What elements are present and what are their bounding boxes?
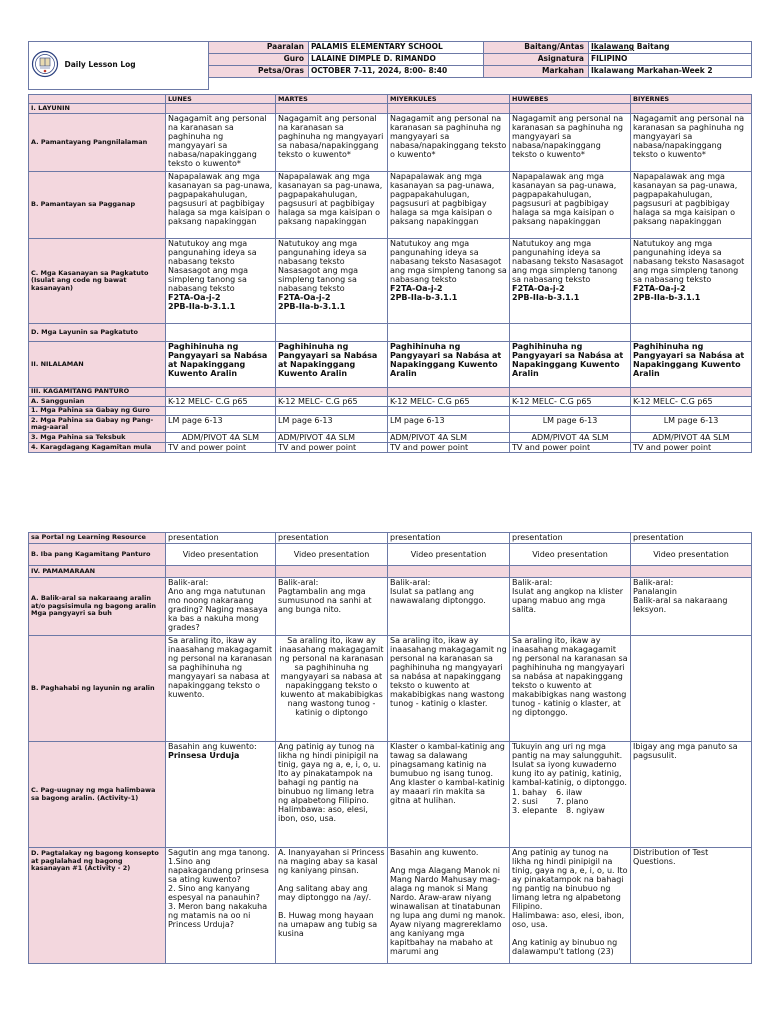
cell: LM page 6-13	[631, 416, 752, 433]
cell: presentation	[166, 533, 276, 544]
cell	[631, 636, 752, 742]
cell: Balik-aral: Isulat ang angkop na klister upang mabuo ang mga salita.	[510, 578, 631, 636]
cell: presentation	[631, 533, 752, 544]
header-table	[28, 41, 752, 90]
cell: ADM/PIVOT 4A SLM	[166, 433, 276, 443]
label-kasanayan: C. Mga Kasanayan sa Pagkatuto (Isulat ang code ng bawat kasanayan)	[29, 239, 166, 324]
nilalaman-cell: Paghihinuha ng Pangyayari sa Nabása at Napakinggang Kuwento Aralin	[631, 342, 752, 388]
cell: Sa araling ito, ikaw ay inaasahang makagagamit ng personal na karanasan sa paghihinuha ng mangyayari sa nabása at napakinggang teksto o kuwento at makabibigkas nang wastong tunog - katinig o klaster.	[388, 636, 510, 742]
cell: Napapalawak ang mga kasanayan sa pag-unawa, pagpapakahulugan, pagsusuri at pagbibigay halaga sa mga kaisipan o paksang napakinggan	[166, 172, 276, 239]
label-pagtalakay: D. Pagtalakay ng bagong konsepto at paglalahad ng bagong kasanayan #1 (Activity - 2)	[29, 848, 166, 964]
word: 6. ilaw	[556, 788, 583, 797]
cell: presentation	[510, 533, 631, 544]
label-balik-aral: A. Balik-aral sa nakaraang aralin at/o pagsisimula ng bagong aralin Mga pangyayri sa buh	[29, 578, 166, 636]
word-list	[512, 788, 628, 815]
kasanayan-text: Natutukoy ang mga pangunahing ideya sa nabasang teksto Nasasagot ang mga simpleng tanong sa nabasang teksto	[168, 239, 257, 293]
kasanayan-cell	[166, 239, 276, 324]
kasanayan-cell	[510, 239, 631, 324]
cell: Sa araling ito, ikaw ay inaasahang makagagamit ng personal na karanasan sa paghihinuha ng mangyayari sa nabása at napakinggang teksto o kuwento at makabibigkas nang wastong tunog - katinig o klaster, at ng diptonggo.	[510, 636, 631, 742]
cell: TV and power point	[388, 443, 510, 453]
story-title: Prinsesa Urduja	[168, 751, 240, 760]
date-value: OCTOBER 7-11, 2024, 8:00- 8:40	[309, 66, 484, 78]
cell: Nagagamit ang personal na karanasan sa paghinuha ng mangyayari sa nabasa/napakinggang teksto o kuwento*	[631, 114, 752, 172]
grade-value	[589, 42, 752, 54]
quarter-label: Markahan	[484, 66, 589, 78]
label-pag-uugnay: C. Pag-uugnay ng mga halimbawa sa bagong aralin. (Activity-1)	[29, 742, 166, 848]
label-pamantayang-nilalaman: A. Pamantayang Pangnilalaman	[29, 114, 166, 172]
cell: Napapalawak ang mga kasanayan sa pag-unawa, pagpapakahulugan, pagsusuri at pagbibigay halaga sa mga kaisipan o paksang napakinggan	[631, 172, 752, 239]
grade-rest: Baitang	[634, 42, 670, 51]
cell: Balik-aral: Pagtambalin ang mga sumusunod na sanhi at ang bunga nito.	[276, 578, 388, 636]
nilalaman-cell: Paghihinuha ng Pangyayari sa Nabása at Napakinggang Kuwento Aralin	[510, 342, 631, 388]
day-header-thu: HUWEBES	[510, 95, 631, 104]
code-1: F2TA-Oa-j-2	[278, 293, 331, 302]
word: 1. bahay	[512, 788, 547, 797]
label-gabay-guro: 1. Mga Pahina sa Gabay ng Guro	[29, 407, 166, 416]
day-header-fri: BIYERNES	[631, 95, 752, 104]
cell: TV and power point	[166, 443, 276, 453]
label-sanggunian: A. Sanggunian	[29, 397, 166, 407]
document-title: Daily Lesson Log	[61, 42, 209, 90]
word: 2. susi	[512, 797, 538, 806]
label-paghahabi: B. Paghahabi ng layunin ng aralin	[29, 636, 166, 742]
kasanayan-cell	[276, 239, 388, 324]
section-layunin: I. LAYUNIN	[29, 104, 166, 114]
grade-word: Ikalawang	[591, 42, 635, 51]
day-header-wed: MIYERKULES	[388, 95, 510, 104]
cell: Balik-aral: Panalangin Balik-aral sa nakaraang leksyon.	[631, 578, 752, 636]
deped-seal-icon	[31, 50, 59, 78]
list-item	[512, 806, 628, 815]
code-2: 2PB-IIa-b-3.1.1	[633, 293, 701, 302]
code-1: F2TA-Oa-j-2	[168, 293, 221, 302]
school-value: PALAMIS ELEMENTARY SCHOOL	[309, 42, 484, 54]
kasanayan-text: Natutukoy ang mga pangunahing ideya sa nabasang teksto Nasasagot ang mga simpleng tanong sa nabasang teksto	[633, 239, 745, 284]
cell: Video presentation	[166, 544, 276, 566]
cell: Distribution of Test Questions.	[631, 848, 752, 964]
cell: LM page 6-13	[510, 416, 631, 433]
teacher-label: Guro	[209, 54, 309, 66]
label-iba-pang: B. Iba pang Kagamitang Panturo	[29, 544, 166, 566]
quarter-value: Ikalawang Markahan-Week 2	[589, 66, 752, 78]
code-2: 2PB-IIa-b-3.1.1	[168, 302, 236, 311]
kasanayan-text: Natutukoy ang mga pangunahing ideya sa nabasang teksto Nasasagot ang mga simpleng tanong sa nabasang teksto	[512, 239, 624, 284]
cell: K-12 MELC- C.G p65	[276, 397, 388, 407]
cell: Ang patinig ay tunog na likha ng hindi pinipigil na tinig, gaya ng a, e, i, o, u. Ito ay pinakatampok na bahagi ng pantig na binubuo ng limang letra ng alpabetong Filipino. Halimbawa: aso, elesi, ibon, oso, usa. Ang katinig ay binubuo ng dalawampu't tatlong (23)	[510, 848, 631, 964]
code-1: F2TA-Oa-j-2	[390, 284, 443, 293]
list-item	[512, 797, 628, 806]
cell: Ang patinig ay tunog na likha ng hindi pinipigil na tinig, gaya ng a, e, i, o, u. Ito ay pinakatampok na bahagi ng pantig na binubuo ng limang letra ng alpabetong Filipino. Halimbawa: aso, elesi, ibon, oso, usa.	[276, 742, 388, 848]
kasanayan-text: Natutukoy ang mga pangunahing ideya sa nabasang teksto Nasasagot ang mga simpleng tanong sa nabasang teksto	[278, 239, 367, 293]
code-1: F2TA-Oa-j-2	[512, 284, 565, 293]
cell: Nagagamit ang personal na karanasan sa paghinuha ng mangyayari sa nabasa/napakinggang teksto o kuwento*	[510, 114, 631, 172]
cell: TV and power point	[276, 443, 388, 453]
cell: ADM/PIVOT 4A SLM	[631, 433, 752, 443]
cell: K-12 MELC- C.G p65	[166, 397, 276, 407]
kasanayan-cell	[631, 239, 752, 324]
cell: presentation	[388, 533, 510, 544]
code-2: 2PB-IIa-b-3.1.1	[512, 293, 580, 302]
section-nilalaman: II. NILALAMAN	[29, 342, 166, 388]
cell: Video presentation	[631, 544, 752, 566]
cell: Klaster o kambal-katinig ang tawag sa dalawang pinagsamang katinig na bumubuo ng isang tunog. Ang klaster o kambal-katinig ay maaari rin makita sa gitna at hulihan.	[388, 742, 510, 848]
cell: Napapalawak ang mga kasanayan sa pag-unawa, pagpapakahulugan, pagsusuri at pagbibigay halaga sa mga kaisipan o paksang napakinggan	[276, 172, 388, 239]
teacher-value: LALAINE DIMPLE D. RIMANDO	[309, 54, 484, 66]
section-pamamaraan: IV. PAMAMARAAN	[29, 566, 166, 578]
section-kagamitan: III. KAGAMITANG PANTURO	[29, 388, 166, 397]
cell: Napapalawak ang mga kasanayan sa pag-unawa, pagpapakahulugan, pagsusuri at pagbibigay halaga sa mga kaisipan o paksang napakinggan	[388, 172, 510, 239]
code-1: F2TA-Oa-j-2	[633, 284, 686, 293]
cell: Ibigay ang mga panuto sa pagsusulit.	[631, 742, 752, 848]
cell: K-12 MELC- C.G p65	[631, 397, 752, 407]
list-item	[512, 788, 628, 797]
kasanayan-cell	[388, 239, 510, 324]
cell: Nagagamit ang personal na karanasan sa paghinuha ng mangyayari sa nabasa/napakinggang teksto o kuwento*	[276, 114, 388, 172]
cell: Basahin ang kuwento. Ang mga Alagang Manok ni Mang Nardo Mahusay mag-alaga ng manok si Mang Nardo. Araw-araw niyang winawalisan at tinatabunan ng lupa ang dumi ng manok. Ayaw niyang magrereklamo ang kaniyang mga kapitbahay na mabaho at marumi ang	[388, 848, 510, 964]
label-portal: sa Portal ng Learning Resource	[29, 533, 166, 544]
cell: Sa araling ito, ikaw ay inaasahang makagagamit ng personal na karanasan sa paghihinuha ng mangyayari sa nabasa at napakinggang teksto o kuwento at makabibigkas nang wastong tunog - katinig o diptongo	[276, 636, 388, 742]
cell: Balik-aral: Isulat sa patlang ang nawawalang diptonggo.	[388, 578, 510, 636]
activity-instruction: Tukuyin ang uri ng mga pantig na may salungguhit. Isulat sa iyong kuwaderno kung ito ay patinig, katinig, kambal-katinig, o diptonggo.	[512, 742, 627, 787]
cell: A. Inanyayahan si Princess na maging abay sa kasal ng kaniyang pinsan. Ang salitang abay ang may diptonggo na /ay/. B. Huwag mong hayaan na umapaw ang tubig sa kusina	[276, 848, 388, 964]
cell: TV and power point	[631, 443, 752, 453]
nilalaman-cell: Paghihinuha ng Pangyayari sa Nabása at Napakinggang Kuwento Aralin	[276, 342, 388, 388]
cell	[510, 742, 631, 848]
label-gabay-mag-aaral: 2. Mga Pahina sa Gabay ng Pang-mag-aaral	[29, 416, 166, 433]
cell: Video presentation	[510, 544, 631, 566]
word: 7. plano	[556, 797, 589, 806]
cell: presentation	[276, 533, 388, 544]
kasanayan-text: Natutukoy ang mga pangunahing ideya sa nabasang teksto Nasasagot ang mga simpleng tanong sa nabasang teksto	[390, 239, 507, 284]
cell: ADM/PIVOT 4A SLM	[510, 433, 631, 443]
subject-label: Asignatura	[484, 54, 589, 66]
code-2: 2PB-IIa-b-3.1.1	[390, 293, 458, 302]
label-karagdagang: 4. Karagdagang Kagamitan mula	[29, 443, 166, 453]
story-instruction: Basahin ang kuwento:	[168, 742, 257, 751]
cell: K-12 MELC- C.G p65	[510, 397, 631, 407]
label-layunin-pagkatuto: D. Mga Layunin sa Pagkatuto	[29, 324, 166, 342]
cell: Balik-aral: Ano ang mga natutunan mo noong nakaraang grading? Naging masaya ka bas a nakuha mong grades?	[166, 578, 276, 636]
cell: LM page 6-13	[166, 416, 276, 433]
nilalaman-cell: Paghihinuha ng Pangyayari sa Nabása at Napakinggang Kuwento Aralin	[388, 342, 510, 388]
day-header-tue: MARTES	[276, 95, 388, 104]
code-2: 2PB-IIa-b-3.1.1	[278, 302, 346, 311]
grade-label: Baitang/Antas	[484, 42, 589, 54]
date-label: Petsa/Oras	[209, 66, 309, 78]
cell: ADM/PIVOT 4A SLM	[388, 433, 510, 443]
cell: Sagutin ang mga tanong. 1.Sino ang napakagandang prinsesa sa ating kuwento? 2. Sino ang kanyang espesyal na panauhin? 3. Meron bang nakakuha ng matamis na oo ni Princess Urduja?	[166, 848, 276, 964]
word: 8. ngiyaw	[566, 806, 605, 815]
deped-logo	[29, 42, 61, 90]
cell: ADM/PIVOT 4A SLM	[276, 433, 388, 443]
cell: Nagagamit ang personal na karanasan sa paghinuha ng mangyayari sa nabasa/napakinggang teksto o kuwento*	[166, 114, 276, 172]
subject-value: FILIPINO	[589, 54, 752, 66]
cell: Video presentation	[276, 544, 388, 566]
cell: Video presentation	[388, 544, 510, 566]
day-header-mon: LUNES	[166, 95, 276, 104]
word: 3. elepante	[512, 806, 558, 815]
cell: K-12 MELC- C.G p65	[388, 397, 510, 407]
school-label: Paaralan	[209, 42, 309, 54]
cell: LM page 6-13	[276, 416, 388, 433]
cell: TV and power point	[510, 443, 631, 453]
lesson-table-page1	[28, 94, 752, 453]
cell: Nagagamit ang personal na karanasan sa paghinuha ng mangyayari sa nabasa/napakinggang teksto o kuwento*	[388, 114, 510, 172]
cell: Sa araling ito, ikaw ay inaasahang makagagamit ng personal na karanasan sa paghihinuha ng mangyayari sa nabasa at napakinggang teksto o kuwento.	[166, 636, 276, 742]
label-pamantayan-pagganap: B. Pamantayan sa Pagganap	[29, 172, 166, 239]
cell	[166, 742, 276, 848]
cell: LM page 6-13	[388, 416, 510, 433]
lesson-table-page2	[28, 532, 752, 964]
corner-cell	[29, 95, 166, 104]
nilalaman-cell: Paghihinuha ng Pangyayari sa Nabása at Napakinggang Kuwento Aralin	[166, 342, 276, 388]
label-teksbuk: 3. Mga Pahina sa Teksbuk	[29, 433, 166, 443]
cell: Napapalawak ang mga kasanayan sa pag-unawa, pagpapakahulugan, pagsusuri at pagbibigay halaga sa mga kaisipan o paksang napakinggan	[510, 172, 631, 239]
